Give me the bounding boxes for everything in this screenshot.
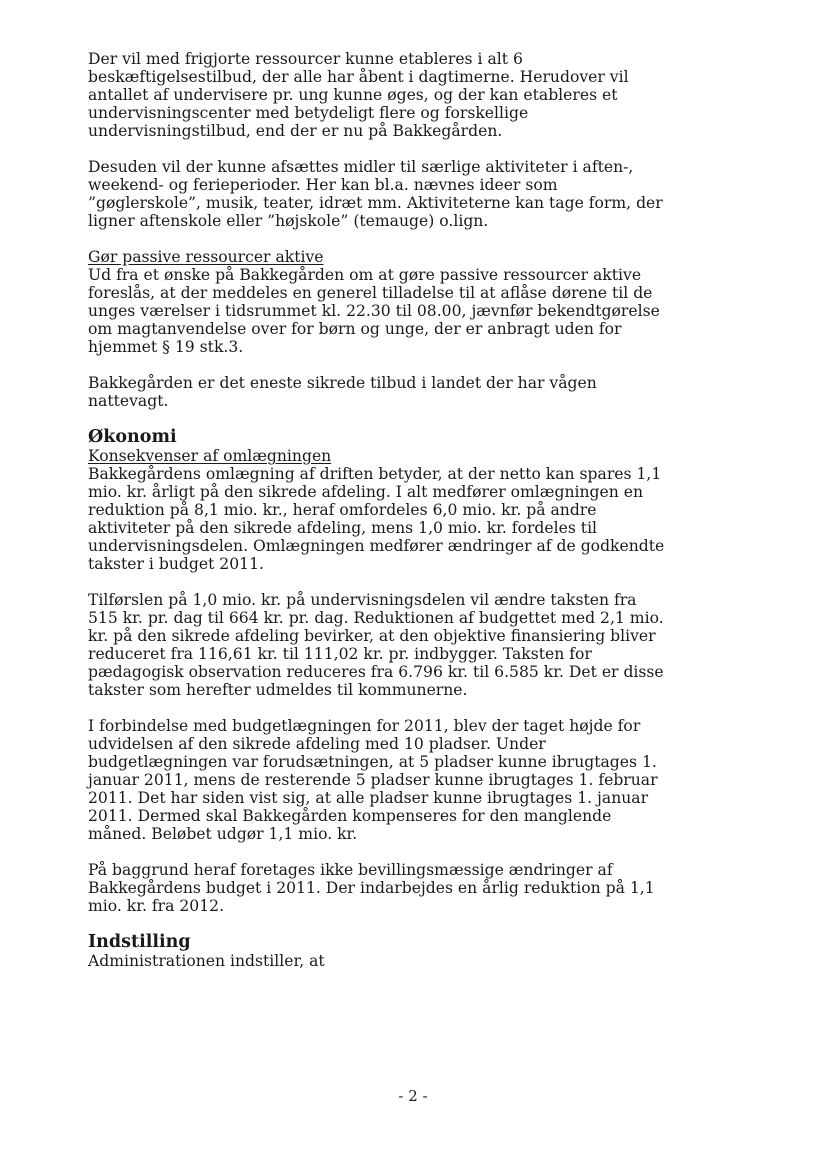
heading-economy: Økonomi <box>88 427 177 447</box>
paragraph-budgeting: I forbindelse med budgetlægningen for 2011, blev der taget højde for udvidelsen af den sikrede afdeling med 10 pladser. Under budgetlægningen var forudsætningen, at 5 pladser kunne ibrugtages 1. januar 2011, mens de resterende 5 pladser kunne ibrugtages 1. februar 2011. Det har siden vist sig, at alle pladser kunne ibrugtages 1. januar 2011. Dermed skal Bakkegården kompenseres for den manglende måned. Beløbet udgør 1,1 mio. kr. <box>88 717 658 843</box>
paragraph-night-watch: Bakkegården er det eneste sikrede tilbud i landet der har vågen nattevagt. <box>88 374 597 410</box>
paragraph-lock-doors: Ud fra et ønske på Bakkegården om at gøre passive ressourcer aktive foreslås, at der meddeles en generel tilladelse til at aflåse dørene til de unges værelser i tidsrummet kl. 22.30 til 08.00, jævnfør bekendtgørelse om magtanvendelse over for børn og unge, der er anbragt uden for hjemmet § 19 stk.3. <box>88 266 660 356</box>
paragraph-resources: Der vil med frigjorte ressourcer kunne etableres i alt 6 beskæftigelsestilbud, der alle har åbent i dagtimerne. Herudover vil antallet af undervisere pr. ung kunne øges, og der kan etableres et undervisningscenter med betydeligt flere og forskellige undervisningstilbud, end der er nu på Bakkegården. <box>88 50 629 140</box>
paragraph-administration: Administrationen indstiller, at <box>88 952 325 970</box>
heading-recommendation: Indstilling <box>88 932 191 952</box>
paragraph-no-changes: På baggrund heraf foretages ikke bevillingsmæssige ændringer af Bakkegårdens budget i 2011. Der indarbejdes en årlig reduktion på 1,1 mio. kr. fra 2012. <box>88 861 655 915</box>
paragraph-activities: Desuden vil der kunne afsættes midler til særlige aktiviteter i aften-, weekend- og ferieperioder. Her kan bl.a. nævnes ideer som ”gøglerskole”, musik, teater, idræt mm. Aktiviteterne kan tage form, der ligner aftenskole eller ”højskole” (temauge) o.lign. <box>88 158 663 230</box>
paragraph-rates: Tilførslen på 1,0 mio. kr. på undervisningsdelen vil ændre taksten fra 515 kr. pr. dag til 664 kr. pr. dag. Reduktionen af budgettet med 2,1 mio. kr. på den sikrede afdeling bevirker, at den objektive finansiering bliver reduceret fra 116,61 kr. til 111,02 kr. pr. indbygger. Taksten for pædagogisk observation reduceres fra 6.796 kr. til 6.585 kr. Det er disse takster som herefter udmeldes til kommunerne. <box>88 591 664 699</box>
subheading-passive-resources: Gør passive ressourcer aktive <box>88 248 324 266</box>
subheading-consequences: Konsekvenser af omlægningen <box>88 447 332 465</box>
page-number: - 2 - <box>398 1087 428 1105</box>
paragraph-restructuring: Bakkegårdens omlægning af driften betyder, at der netto kan spares 1,1 mio. kr. årligt på den sikrede afdeling. I alt medfører omlægningen en reduktion på 8,1 mio. kr., heraf omfordeles 6,0 mio. kr. på andre aktiviteter på den sikrede afdeling, mens 1,0 mio. kr. fordeles til undervisningsdelen. Omlægningen medfører ændringer af de godkendte takster i budget 2011. <box>88 465 665 573</box>
document-page <box>88 50 748 970</box>
